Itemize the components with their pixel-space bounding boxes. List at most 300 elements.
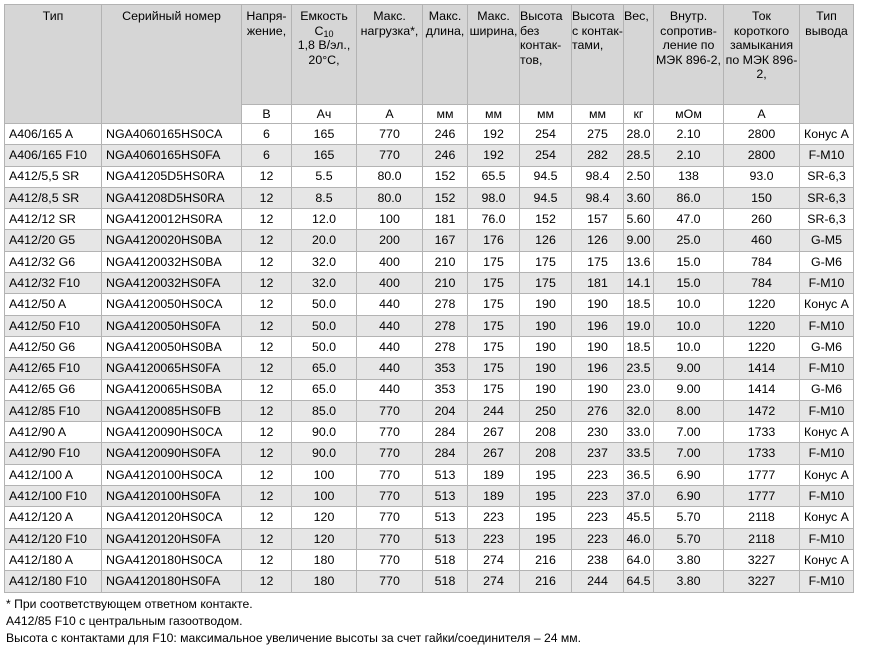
cell-height-no-contacts: 152 [520,209,572,230]
cell-max-length: 353 [423,358,468,379]
cell-short-circuit: 3227 [724,549,800,570]
cell-height-contacts: 190 [572,379,624,400]
cell-serial-number: NGA4120032HS0BA [102,251,242,272]
cell-type: A412/8,5 SR [5,187,102,208]
cell-max-load: 770 [357,571,423,592]
cell-type: A412/32 G6 [5,251,102,272]
cell-weight: 19.0 [624,315,654,336]
cell-height-no-contacts: 195 [520,528,572,549]
cell-max-length: 278 [423,336,468,357]
cell-height-contacts: 275 [572,124,624,145]
cell-weight: 33.5 [624,443,654,464]
cell-height-contacts: 237 [572,443,624,464]
cell-max-width: 175 [468,358,520,379]
cell-terminal-type: Конус А [800,464,854,485]
cell-max-width: 175 [468,273,520,294]
cell-voltage: 6 [242,124,292,145]
cell-max-length: 518 [423,549,468,570]
cell-height-no-contacts: 254 [520,145,572,166]
cell-type: A412/50 F10 [5,315,102,336]
cell-serial-number: NGA4120120HS0CA [102,507,242,528]
cell-short-circuit: 150 [724,187,800,208]
cell-terminal-type: G-M6 [800,251,854,272]
table-row [5,273,854,294]
cell-terminal-type: SR-6,3 [800,187,854,208]
cell-weight: 14.1 [624,273,654,294]
battery-spec-table [4,4,854,593]
cell-internal-resistance: 10.0 [654,315,724,336]
cell-type: A412/50 A [5,294,102,315]
cell-type: A406/165 F10 [5,145,102,166]
cell-serial-number: NGA4120090HS0FA [102,443,242,464]
cell-serial-number: NGA4120065HS0FA [102,358,242,379]
cell-max-width: 175 [468,379,520,400]
cell-short-circuit: 1220 [724,336,800,357]
table-row [5,294,854,315]
cell-max-width: 175 [468,315,520,336]
cell-max-width: 189 [468,464,520,485]
cell-voltage: 12 [242,464,292,485]
table-row [5,549,854,570]
cell-short-circuit: 1733 [724,443,800,464]
cell-height-contacts: 196 [572,358,624,379]
cell-terminal-type: F-M10 [800,400,854,421]
unit-capacity: Ач [292,105,357,124]
cell-max-load: 770 [357,145,423,166]
cell-height-contacts: 181 [572,273,624,294]
cell-internal-resistance: 7.00 [654,422,724,443]
cell-weight: 64.0 [624,549,654,570]
cell-height-no-contacts: 208 [520,443,572,464]
cell-max-width: 192 [468,124,520,145]
table-row [5,166,854,187]
cell-terminal-type: Конус А [800,124,854,145]
cell-max-load: 440 [357,379,423,400]
cell-terminal-type: F-M10 [800,443,854,464]
cell-max-width: 223 [468,528,520,549]
cell-terminal-type: G-M6 [800,379,854,400]
cell-short-circuit: 460 [724,230,800,251]
cell-type: A412/32 F10 [5,273,102,294]
cell-terminal-type: F-M10 [800,486,854,507]
cell-capacity: 120 [292,507,357,528]
header-capacity-main: Емкость C [300,9,348,38]
cell-type: A412/100 F10 [5,486,102,507]
cell-short-circuit: 2118 [724,528,800,549]
cell-max-length: 210 [423,273,468,294]
cell-height-no-contacts: 175 [520,251,572,272]
cell-short-circuit: 784 [724,273,800,294]
cell-internal-resistance: 10.0 [654,336,724,357]
table-row [5,528,854,549]
cell-internal-resistance: 25.0 [654,230,724,251]
cell-max-load: 770 [357,464,423,485]
cell-internal-resistance: 47.0 [654,209,724,230]
cell-max-length: 204 [423,400,468,421]
table-row [5,443,854,464]
cell-capacity: 165 [292,124,357,145]
cell-max-width: 176 [468,230,520,251]
cell-height-contacts: 276 [572,400,624,421]
cell-height-contacts: 126 [572,230,624,251]
cell-serial-number: NGA4120090HS0CA [102,422,242,443]
cell-weight: 23.0 [624,379,654,400]
cell-height-contacts: 230 [572,422,624,443]
cell-max-width: 65.5 [468,166,520,187]
cell-max-length: 284 [423,443,468,464]
cell-capacity: 50.0 [292,294,357,315]
cell-terminal-type: F-M10 [800,273,854,294]
cell-weight: 28.5 [624,145,654,166]
unit-weight: кг [624,105,654,124]
cell-max-length: 278 [423,294,468,315]
cell-max-width: 98.0 [468,187,520,208]
cell-max-load: 770 [357,422,423,443]
cell-short-circuit: 1777 [724,486,800,507]
cell-capacity: 20.0 [292,230,357,251]
cell-serial-number: NGA4120020HS0BA [102,230,242,251]
unit-max-length: мм [423,105,468,124]
cell-capacity: 180 [292,549,357,570]
cell-height-no-contacts: 190 [520,358,572,379]
cell-terminal-type: F-M10 [800,528,854,549]
cell-voltage: 12 [242,251,292,272]
table-row [5,464,854,485]
cell-short-circuit: 2800 [724,124,800,145]
cell-weight: 13.6 [624,251,654,272]
cell-voltage: 12 [242,443,292,464]
cell-short-circuit: 93.0 [724,166,800,187]
cell-serial-number: NGA4120180HS0FA [102,571,242,592]
cell-height-no-contacts: 94.5 [520,187,572,208]
unit-internal-resistance: мОм [654,105,724,124]
cell-internal-resistance: 7.00 [654,443,724,464]
table-row [5,422,854,443]
cell-height-no-contacts: 250 [520,400,572,421]
cell-serial-number: NGA4120085HS0FB [102,400,242,421]
cell-terminal-type: G-M6 [800,336,854,357]
cell-capacity: 32.0 [292,273,357,294]
header-terminal-type: Тип вывода [800,5,854,124]
cell-terminal-type: SR-6,3 [800,166,854,187]
cell-capacity: 180 [292,571,357,592]
cell-weight: 32.0 [624,400,654,421]
cell-max-length: 278 [423,315,468,336]
cell-serial-number: NGA4120012HS0RA [102,209,242,230]
cell-short-circuit: 784 [724,251,800,272]
header-internal-resistance: Внутр. сопротив-ление по МЭК 896-2, [654,5,724,105]
cell-voltage: 12 [242,507,292,528]
cell-height-no-contacts: 190 [520,294,572,315]
cell-internal-resistance: 15.0 [654,251,724,272]
cell-internal-resistance: 15.0 [654,273,724,294]
cell-short-circuit: 1220 [724,315,800,336]
cell-internal-resistance: 9.00 [654,358,724,379]
cell-max-length: 518 [423,571,468,592]
cell-short-circuit: 3227 [724,571,800,592]
cell-height-no-contacts: 195 [520,464,572,485]
header-type: Тип [5,5,102,124]
header-voltage: Напря-жение, [242,5,292,105]
cell-max-width: 192 [468,145,520,166]
cell-voltage: 12 [242,187,292,208]
table-row [5,379,854,400]
cell-max-load: 100 [357,209,423,230]
cell-terminal-type: F-M10 [800,145,854,166]
cell-height-no-contacts: 190 [520,336,572,357]
cell-max-length: 152 [423,166,468,187]
cell-short-circuit: 1777 [724,464,800,485]
cell-height-no-contacts: 208 [520,422,572,443]
cell-max-width: 175 [468,294,520,315]
cell-max-load: 440 [357,336,423,357]
cell-max-load: 770 [357,507,423,528]
cell-short-circuit: 260 [724,209,800,230]
cell-internal-resistance: 9.00 [654,379,724,400]
cell-max-width: 175 [468,336,520,357]
cell-type: A412/90 F10 [5,443,102,464]
header-short-circuit: Ток короткого замыкания по МЭК 896-2, [724,5,800,105]
cell-short-circuit: 2118 [724,507,800,528]
cell-terminal-type: Конус А [800,507,854,528]
cell-internal-resistance: 5.70 [654,528,724,549]
cell-max-length: 353 [423,379,468,400]
cell-voltage: 12 [242,358,292,379]
table-row [5,315,854,336]
cell-capacity: 90.0 [292,422,357,443]
cell-height-contacts: 98.4 [572,166,624,187]
cell-capacity: 100 [292,486,357,507]
cell-serial-number: NGA4120050HS0CA [102,294,242,315]
table-header [5,5,854,124]
cell-max-load: 770 [357,400,423,421]
cell-max-load: 440 [357,294,423,315]
table-row [5,187,854,208]
cell-max-length: 152 [423,187,468,208]
cell-height-contacts: 223 [572,528,624,549]
cell-height-no-contacts: 195 [520,507,572,528]
cell-max-width: 267 [468,443,520,464]
cell-internal-resistance: 138 [654,166,724,187]
cell-voltage: 12 [242,166,292,187]
cell-height-contacts: 244 [572,571,624,592]
cell-weight: 64.5 [624,571,654,592]
cell-serial-number: NGA4120065HS0BA [102,379,242,400]
cell-max-length: 513 [423,464,468,485]
cell-internal-resistance: 3.80 [654,571,724,592]
cell-max-width: 274 [468,571,520,592]
cell-voltage: 12 [242,273,292,294]
table-row [5,486,854,507]
cell-serial-number: NGA4120100HS0FA [102,486,242,507]
table-row [5,336,854,357]
table-row [5,230,854,251]
footnotes [6,596,581,647]
cell-height-contacts: 238 [572,549,624,570]
cell-terminal-type: F-M10 [800,358,854,379]
header-max-width: Макс. ширина, [468,5,520,105]
cell-max-load: 400 [357,251,423,272]
cell-serial-number: NGA4120180HS0CA [102,549,242,570]
footnote: Высота с контактами для F10: максимальное увеличение высоты за счет гайки/соединителя – 24 мм. [6,631,582,645]
cell-serial-number: NGA4120050HS0FA [102,315,242,336]
cell-capacity: 50.0 [292,315,357,336]
cell-weight: 45.5 [624,507,654,528]
cell-max-load: 200 [357,230,423,251]
cell-max-length: 181 [423,209,468,230]
cell-max-load: 440 [357,358,423,379]
cell-voltage: 12 [242,528,292,549]
cell-capacity: 100 [292,464,357,485]
cell-weight: 37.0 [624,486,654,507]
cell-max-length: 246 [423,124,468,145]
cell-max-load: 440 [357,315,423,336]
cell-max-width: 244 [468,400,520,421]
cell-weight: 36.5 [624,464,654,485]
table-row [5,400,854,421]
cell-serial-number: NGA4120100HS0CA [102,464,242,485]
table-row [5,358,854,379]
cell-max-width: 267 [468,422,520,443]
cell-type: A412/12 SR [5,209,102,230]
cell-type: A412/180 F10 [5,571,102,592]
cell-capacity: 32.0 [292,251,357,272]
cell-height-contacts: 190 [572,294,624,315]
cell-serial-number: NGA4060165HS0FA [102,145,242,166]
cell-max-load: 80.0 [357,187,423,208]
cell-capacity: 85.0 [292,400,357,421]
cell-serial-number: NGA41205D5HS0RA [102,166,242,187]
cell-voltage: 12 [242,230,292,251]
cell-type: A412/20 G5 [5,230,102,251]
cell-max-width: 175 [468,251,520,272]
cell-serial-number: NGA4120050HS0BA [102,336,242,357]
header-height-contacts: Высота с контак-тами, [572,5,624,105]
cell-short-circuit: 2800 [724,145,800,166]
header-height-no-contacts: Высота без контак-тов, [520,5,572,105]
cell-weight: 18.5 [624,294,654,315]
cell-max-load: 770 [357,124,423,145]
cell-weight: 28.0 [624,124,654,145]
cell-height-no-contacts: 190 [520,315,572,336]
cell-internal-resistance: 6.90 [654,464,724,485]
cell-type: A406/165 A [5,124,102,145]
cell-max-length: 513 [423,528,468,549]
cell-height-no-contacts: 175 [520,273,572,294]
unit-max-width: мм [468,105,520,124]
cell-type: A412/120 A [5,507,102,528]
cell-type: A412/65 F10 [5,358,102,379]
cell-serial-number: NGA41208D5HS0RA [102,187,242,208]
footnote: * При соответствующем ответном контакте. [6,597,253,611]
cell-type: A412/50 G6 [5,336,102,357]
cell-max-length: 513 [423,507,468,528]
header-max-load: Макс. нагрузка*, [357,5,423,105]
table-row [5,251,854,272]
cell-max-width: 189 [468,486,520,507]
cell-capacity: 165 [292,145,357,166]
cell-short-circuit: 1733 [724,422,800,443]
cell-voltage: 6 [242,145,292,166]
cell-capacity: 12.0 [292,209,357,230]
cell-type: A412/180 A [5,549,102,570]
cell-type: A412/90 A [5,422,102,443]
header-capacity-rest: 1,8 В/эл., 20°C, [297,38,351,67]
cell-height-contacts: 223 [572,486,624,507]
cell-height-contacts: 175 [572,251,624,272]
cell-type: A412/65 G6 [5,379,102,400]
cell-voltage: 12 [242,379,292,400]
cell-weight: 23.5 [624,358,654,379]
cell-max-load: 80.0 [357,166,423,187]
cell-max-load: 400 [357,273,423,294]
cell-voltage: 12 [242,422,292,443]
cell-height-no-contacts: 216 [520,549,572,570]
cell-capacity: 5.5 [292,166,357,187]
cell-short-circuit: 1472 [724,400,800,421]
cell-type: A412/5,5 SR [5,166,102,187]
table-row [5,209,854,230]
cell-height-contacts: 98.4 [572,187,624,208]
header-max-length: Макс. длина, [423,5,468,105]
cell-max-length: 513 [423,486,468,507]
cell-weight: 46.0 [624,528,654,549]
cell-terminal-type: F-M10 [800,571,854,592]
cell-height-no-contacts: 195 [520,486,572,507]
cell-internal-resistance: 5.70 [654,507,724,528]
header-capacity [292,5,357,105]
unit-short-circuit: А [724,105,800,124]
cell-serial-number: NGA4060165HS0CA [102,124,242,145]
header-capacity-sub: 10 [323,28,334,39]
table-row [5,124,854,145]
cell-serial-number: NGA4120032HS0FA [102,273,242,294]
cell-height-contacts: 157 [572,209,624,230]
header-weight: Вес, [624,5,654,105]
cell-max-length: 284 [423,422,468,443]
cell-max-load: 770 [357,486,423,507]
cell-type: A412/120 F10 [5,528,102,549]
cell-type: A412/85 F10 [5,400,102,421]
cell-internal-resistance: 2.10 [654,124,724,145]
cell-weight: 3.60 [624,187,654,208]
cell-terminal-type: Конус А [800,422,854,443]
cell-weight: 5.60 [624,209,654,230]
table-row [5,145,854,166]
cell-internal-resistance: 86.0 [654,187,724,208]
cell-max-load: 770 [357,549,423,570]
unit-max-load: А [357,105,423,124]
cell-height-contacts: 196 [572,315,624,336]
cell-internal-resistance: 6.90 [654,486,724,507]
cell-height-contacts: 282 [572,145,624,166]
cell-weight: 2.50 [624,166,654,187]
cell-height-no-contacts: 190 [520,379,572,400]
cell-max-load: 770 [357,528,423,549]
cell-voltage: 12 [242,336,292,357]
cell-terminal-type: F-M10 [800,315,854,336]
cell-weight: 33.0 [624,422,654,443]
cell-voltage: 12 [242,486,292,507]
cell-max-length: 210 [423,251,468,272]
cell-capacity: 120 [292,528,357,549]
cell-max-load: 770 [357,443,423,464]
cell-serial-number: NGA4120120HS0FA [102,528,242,549]
cell-max-width: 76.0 [468,209,520,230]
unit-height-no-contacts: мм [520,105,572,124]
cell-voltage: 12 [242,549,292,570]
cell-terminal-type: SR-6,3 [800,209,854,230]
